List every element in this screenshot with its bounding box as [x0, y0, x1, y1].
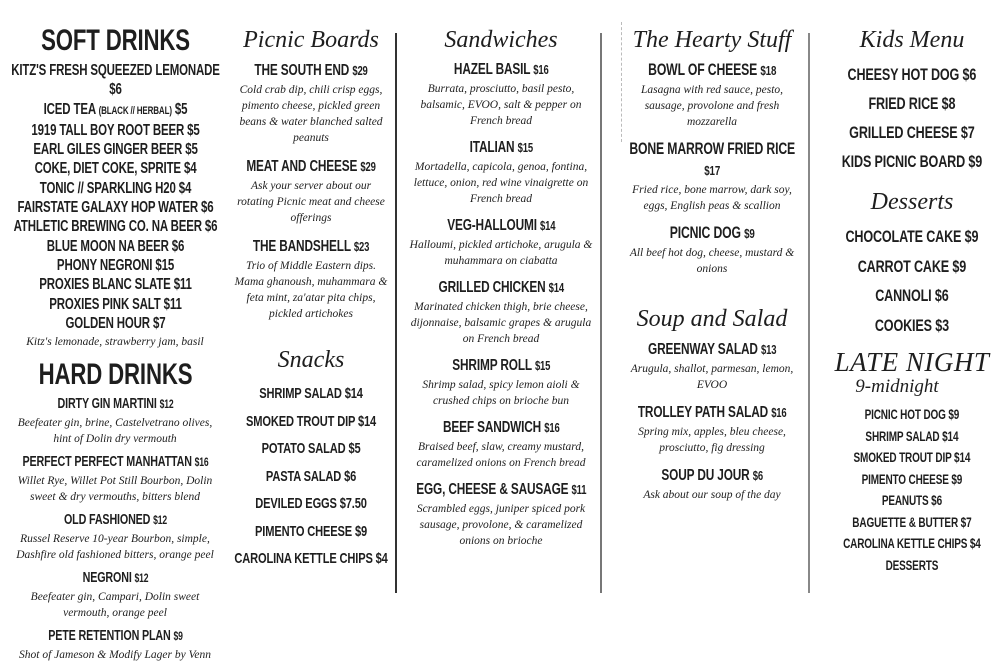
item-description: Russel Reserve 10-year Bourbon, simple, Dashfire old fashioned bitters, orange peel — [16, 533, 214, 562]
item-price: $11 — [571, 482, 587, 497]
menu-item — [818, 555, 1006, 577]
item-name: OLD FASHIONED — [63, 512, 150, 529]
kids-section — [818, 26, 1006, 176]
item-description: Willet Rye, Willet Pot Still Bourbon, Dolin sweet & dry vermouths, bitters blend — [17, 475, 213, 504]
item-price: $9 — [951, 471, 963, 487]
menu-item — [228, 518, 394, 546]
item-name: ICED TEA — [43, 100, 96, 118]
item-price: $16 — [194, 456, 209, 470]
menu-item — [620, 402, 804, 456]
menu-item — [228, 380, 394, 408]
item-price: $15 — [534, 358, 551, 373]
item-price: $15 — [154, 256, 174, 274]
menu-item — [620, 339, 804, 393]
menu-item — [5, 256, 225, 275]
section-title: SOFT DRINKS — [40, 24, 190, 57]
item-price: $6 — [204, 218, 217, 236]
item-name: COKE, DIET COKE, SPRITE — [34, 160, 181, 178]
section-title: Snacks — [277, 347, 345, 373]
item-description: Shot of Jameson & Modify Lager by Venn — [19, 649, 211, 662]
item-price: $12 — [159, 398, 173, 412]
menu-item — [228, 463, 394, 491]
item-price: $7.50 — [339, 495, 367, 512]
menu-item — [818, 512, 1006, 534]
item-name: SMOKED TROUT DIP — [245, 412, 356, 430]
item-name: ATHLETIC BREWING CO. NA BEER — [13, 218, 202, 236]
menu-item — [403, 60, 599, 129]
item-name: CANNOLI — [875, 286, 932, 305]
item-price: $16 — [532, 62, 549, 77]
section-title: Sandwiches — [444, 27, 558, 53]
menu-item — [818, 252, 1006, 282]
item-description: Beefeater gin, Campari, Dolin sweet vermouth, orange peel — [30, 591, 200, 620]
menu-item — [5, 237, 225, 256]
late-night-section — [818, 348, 1006, 576]
menu-item — [818, 533, 1006, 555]
item-description: Beefeater gin, brine, Castelvetrano olives, hint of Dolin dry vermouth — [17, 417, 213, 446]
item-name: NEGRONI — [82, 570, 132, 587]
snacks-section — [228, 346, 394, 573]
section-title: Kids Menu — [859, 27, 965, 53]
menu-item — [620, 465, 804, 503]
menu-item — [228, 545, 394, 573]
item-price: $7 — [152, 314, 165, 332]
item-description: Arugula, shallot, parmesan, lemon, EVOO — [630, 363, 794, 391]
item-name: BEEF SANDWICH — [442, 419, 541, 436]
desserts-section — [818, 188, 1006, 340]
item-name: EARL GILES GINGER BEER — [32, 141, 182, 159]
item-name: PETE RETENTION PLAN — [47, 628, 171, 645]
item-description: Lasagna with red sauce, pesto, sausage, provolone and fresh mozzarella — [640, 84, 784, 128]
item-note: (BLACK // HERBAL) — [98, 104, 172, 117]
item-price: $14 — [344, 385, 363, 402]
column-divider — [600, 33, 602, 593]
menu-item — [5, 627, 225, 663]
menu-item — [228, 435, 394, 463]
item-name: TONIC // SPARKLING H20 — [39, 179, 176, 197]
item-description: Halloumi, pickled artichoke, arugula & muhammara on ciabatta — [409, 239, 593, 267]
section-title: Picnic Boards — [243, 27, 379, 53]
menu-item — [620, 223, 804, 277]
item-name: PIMENTO CHEESE — [254, 522, 353, 540]
item-name: DEVILED EGGS — [255, 495, 337, 512]
item-price: $7 — [960, 514, 972, 530]
item-price: $14 — [539, 218, 556, 233]
item-description: Trio of Middle Eastern dips. Mama ghanoush, muhammara & feta mint, za'atar pita chips, pickled artichokes — [234, 260, 388, 320]
menu-item — [5, 395, 225, 447]
column-divider — [395, 33, 397, 593]
item-price: $9 — [172, 630, 183, 644]
item-price: $14 — [357, 412, 377, 430]
item-name: PICNIC DOG — [669, 224, 741, 242]
soft-drinks-section — [5, 24, 225, 350]
menu-item — [818, 490, 1006, 512]
item-price: $6 — [171, 237, 184, 255]
menu-item — [620, 60, 804, 130]
menu-item — [818, 311, 1006, 341]
menu-item — [818, 60, 1006, 89]
item-name: PASTA SALAD — [265, 467, 342, 485]
menu-item — [818, 404, 1006, 426]
section-title: HARD DRINKS — [38, 358, 192, 392]
item-description: Ask about our soup of the day — [643, 489, 781, 501]
menu-item — [818, 118, 1006, 147]
menu-item — [818, 147, 1006, 176]
item-name: PHONY NEGRONI — [56, 256, 152, 274]
item-description: Shrimp salad, spicy lemon aioli & crushed chips on brioche bun — [422, 379, 580, 407]
item-price: $29 — [352, 63, 368, 78]
item-name: SHRIMP SALAD — [259, 385, 342, 402]
item-name: KIDS PICNIC BOARD — [841, 152, 966, 171]
item-price: $13 — [760, 342, 777, 357]
hard-drinks-section — [5, 358, 225, 663]
item-name: EGG, CHEESE & SAUSAGE — [415, 481, 569, 498]
item-name: 1919 TALL BOY ROOT BEER — [30, 121, 184, 139]
hearty-section — [620, 26, 804, 277]
column-boards-snacks — [228, 0, 394, 573]
item-price: $6 — [931, 493, 943, 508]
item-name: BOWL OF CHEESE — [647, 61, 757, 79]
menu-item — [228, 156, 394, 226]
menu-item — [620, 139, 804, 214]
item-price: $11 — [163, 295, 182, 313]
item-name: CARROT CAKE — [857, 256, 950, 276]
item-price: $5 — [186, 121, 200, 139]
item-price: $9 — [952, 256, 967, 276]
menu-item — [403, 480, 599, 549]
item-description: Scrambled eggs, juniper spiced pork sausage, provolone, & caramelized onions on brioche — [416, 503, 586, 547]
item-name: FRIED RICE — [868, 94, 939, 113]
column-kids-desserts-late — [818, 0, 1006, 576]
item-description: Mortadella, capicola, genoa, fontina, lettuce, onion, red wine vinaigrette on French bread — [413, 161, 589, 205]
menu-item — [228, 408, 394, 436]
item-price: $5 — [174, 100, 187, 118]
soup-salad-section — [620, 305, 804, 503]
item-description: All beef hot dog, cheese, mustard & onions — [629, 247, 795, 275]
item-name: HAZEL BASIL — [453, 61, 530, 78]
item-name: THE SOUTH END — [254, 62, 350, 79]
item-name: CAROLINA KETTLE CHIPS — [234, 550, 373, 567]
menu-item — [5, 569, 225, 621]
menu-item — [403, 278, 599, 347]
item-price: $9 — [968, 152, 983, 171]
item-price: $14 — [548, 280, 564, 295]
menu-item — [5, 198, 225, 217]
item-price: $29 — [360, 159, 376, 174]
menu-item — [403, 138, 599, 207]
section-subtitle: 9-midnight — [855, 376, 939, 397]
menu-item — [403, 418, 599, 471]
menu-item — [5, 159, 225, 178]
menu-item — [228, 236, 394, 322]
item-price: $6 — [962, 65, 977, 84]
item-name: BONE MARROW FRIED RICE — [629, 140, 795, 158]
item-name: SHRIMP SALAD — [865, 428, 940, 444]
item-price: $16 — [543, 420, 560, 435]
column-hearty-soup — [620, 0, 804, 503]
menu-item — [5, 61, 225, 100]
menu-item — [5, 140, 225, 159]
item-description: Ask your server about our rotating Picnic meat and cheese offerings — [237, 180, 385, 224]
item-price: $4 — [178, 179, 191, 197]
menu-item — [5, 179, 225, 198]
menu-item — [5, 100, 225, 121]
item-price: $7 — [961, 123, 975, 142]
section-title: LATE NIGHT — [834, 347, 990, 377]
item-name: DIRTY GIN MARTINI — [57, 396, 157, 413]
column-drinks — [5, 0, 225, 663]
section-title: Desserts — [870, 189, 954, 215]
item-name: GREENWAY SALAD — [647, 341, 758, 358]
item-name: KITZ'S FRESH SQUEEZED LEMONADE — [10, 62, 220, 79]
item-price: $12 — [134, 572, 148, 586]
item-name: CAROLINA KETTLE CHIPS — [843, 536, 968, 551]
menu-item — [403, 216, 599, 269]
menu-item — [228, 60, 394, 146]
item-name: SOUP DU JOUR — [661, 467, 750, 484]
menu-item — [403, 356, 599, 409]
menu-item — [818, 426, 1006, 448]
section-title: The Hearty Stuff — [632, 27, 792, 53]
item-price: $9 — [354, 522, 368, 540]
item-name: CHEESY HOT DOG — [847, 65, 960, 84]
section-title: Soup and Salad — [636, 306, 788, 332]
item-name: DESSERTS — [885, 557, 939, 573]
menu-item — [5, 453, 225, 505]
item-price: $11 — [173, 276, 192, 294]
item-description: Spring mix, apples, bleu cheese, prosciutto, fig dressing — [638, 426, 786, 454]
item-name: SMOKED TROUT DIP — [853, 450, 952, 465]
item-name: FAIRSTATE GALAXY HOP WATER — [16, 199, 198, 217]
menu-item — [818, 469, 1006, 491]
item-price: $4 — [969, 536, 981, 551]
item-price: $5 — [348, 440, 361, 457]
item-price: $6 — [344, 467, 357, 485]
menu-item — [228, 490, 394, 518]
item-price: $9 — [948, 407, 960, 422]
item-name: MEAT AND CHEESE — [246, 158, 358, 175]
item-name: COOKIES — [874, 315, 932, 335]
item-price: $3 — [935, 315, 950, 335]
item-price: $14 — [942, 428, 959, 444]
item-name: PERFECT PERFECT MANHATTAN — [21, 454, 192, 471]
item-price: $6 — [108, 81, 122, 99]
item-price: $18 — [760, 63, 777, 78]
item-description: Braised beef, slaw, creamy mustard, caramelized onions on French bread — [416, 441, 586, 469]
item-name: PIMENTO CHEESE — [861, 471, 949, 487]
item-name: SHRIMP ROLL — [451, 357, 532, 374]
menu-item — [5, 314, 225, 350]
item-name: PEANUTS — [881, 493, 929, 508]
item-name: PICNIC HOT DOG — [864, 407, 946, 422]
picnic-boards-section — [228, 26, 394, 322]
item-price: $6 — [752, 468, 763, 483]
column-sandwiches — [403, 0, 599, 549]
item-price: $12 — [152, 514, 167, 528]
item-price: $23 — [353, 239, 370, 254]
menu-item — [5, 295, 225, 314]
item-name: GRILLED CHEESE — [849, 123, 958, 142]
item-price: $9 — [743, 226, 755, 241]
item-price: $4 — [375, 550, 388, 567]
item-description: Fried rice, bone marrow, dark soy, eggs, English peas & scallion — [632, 184, 792, 212]
item-price: $17 — [704, 163, 720, 178]
item-name: PROXIES PINK SALT — [48, 295, 161, 313]
menu-item — [5, 121, 225, 140]
item-price: $15 — [517, 140, 533, 155]
item-description: Marinated chicken thigh, brie cheese, dijonnaise, balsamic grapes & arugula on French bread — [410, 301, 592, 345]
item-price: $4 — [183, 160, 196, 178]
column-divider — [808, 33, 810, 593]
item-description: Kitz's lemonade, strawberry jam, basil — [26, 336, 204, 349]
menu-item — [5, 217, 225, 236]
item-name: TROLLEY PATH SALAD — [637, 404, 768, 421]
item-name: PROXIES BLANC SLATE — [38, 276, 171, 294]
item-price: $8 — [941, 94, 956, 113]
item-name: POTATO SALAD — [261, 440, 346, 457]
sandwiches-section — [403, 26, 599, 549]
item-price: $14 — [954, 450, 971, 465]
item-price: $6 — [934, 286, 949, 305]
menu-item — [5, 511, 225, 563]
item-name: CHOCOLATE CAKE — [845, 227, 962, 246]
menu-item — [818, 447, 1006, 469]
menu-item — [818, 89, 1006, 118]
item-price: $9 — [964, 227, 979, 246]
item-description: Cold crab dip, chili crisp eggs, pimento cheese, pickled green beans & water blanched salted peanuts — [239, 84, 383, 144]
item-name: VEG-HALLOUMI — [446, 217, 537, 234]
item-name: GRILLED CHICKEN — [438, 279, 546, 296]
menu-item — [818, 222, 1006, 252]
item-name: BAGUETTE & BUTTER — [852, 514, 959, 530]
item-name: BLUE MOON NA BEER — [46, 237, 169, 255]
item-description: Burrata, prosciutto, basil pesto, balsamic, EVOO, salt & pepper on French bread — [420, 83, 582, 127]
item-name: GOLDEN HOUR — [65, 314, 150, 332]
item-name: THE BANDSHELL — [252, 238, 351, 255]
item-name: ITALIAN — [469, 139, 515, 156]
menu-item — [818, 281, 1006, 311]
item-price: $6 — [200, 199, 214, 217]
menu-item — [5, 275, 225, 294]
item-price: $5 — [184, 141, 198, 159]
item-price: $16 — [771, 405, 787, 420]
